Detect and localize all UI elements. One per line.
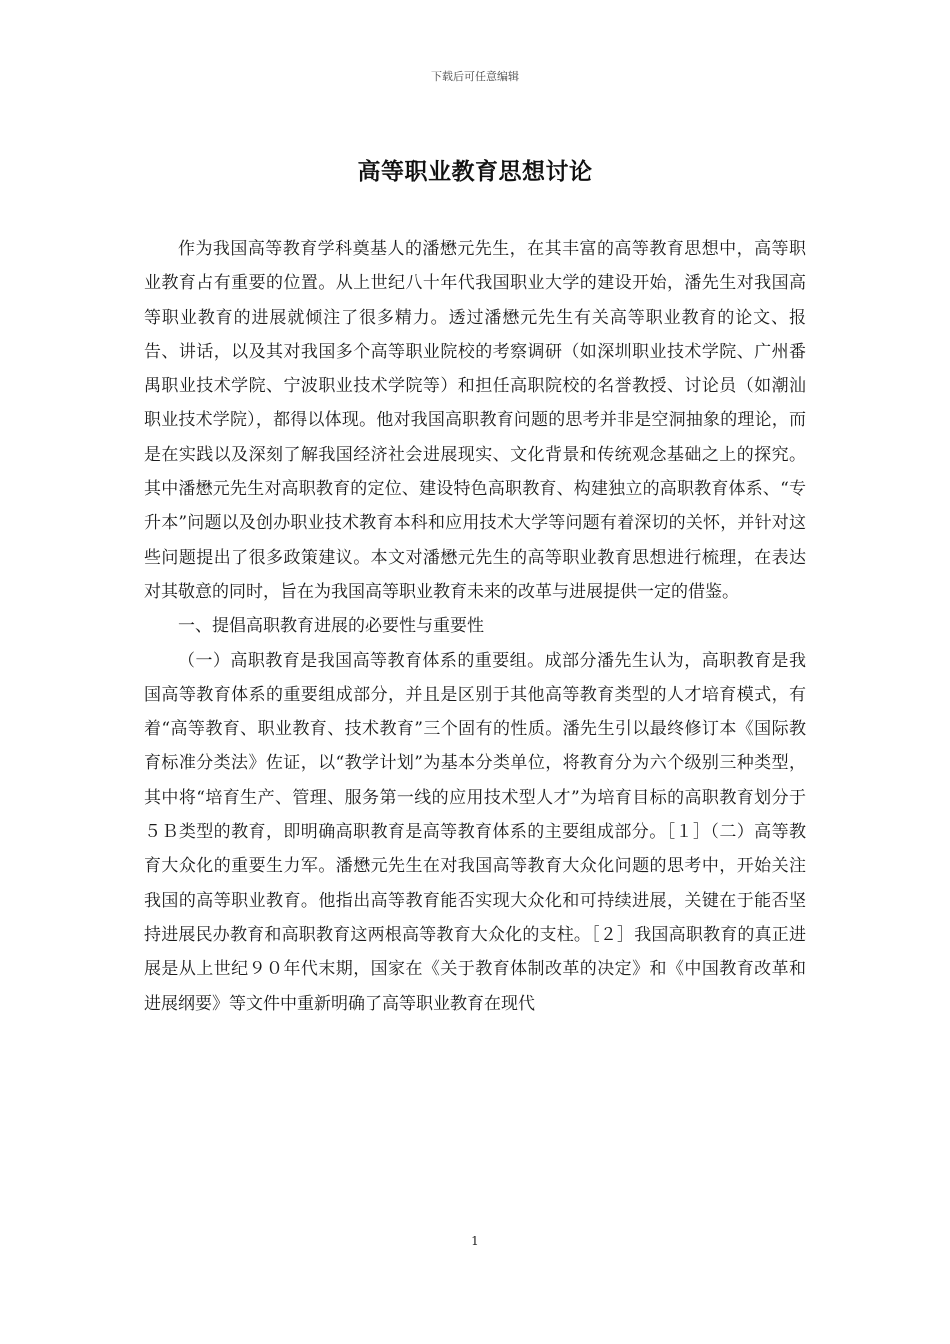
body-paragraph-subsection: （一）高职教育是我国高等教育体系的重要组。成部分潘先生认为，高职教育是我国高等教育体系的重要组成部分，并且是区别于其他高等教育类型的人才培育模式，有着“高等教育、职业教育、技术教育”三个固有的性质。潘先生引以最终修订本《国际教育标准分类法》佐证，以“教学计划”为基本分类单位，将教育分为六个级别三种类型，其中将“培育生产、管理、服务第一线的应用技术型人才”为培育目标的高职教育划分于５Ｂ类型的教育，即明确高职教育是高等教育体系的主要组成部分。［１］（二）高等教育大众化的重要生力军。潘懋元先生在对我国高等教育大众化问题的思考中，开始关注我国的高等职业教育。他指出高等教育能否实现大众化和可持续进展，关键在于能否坚持进展民办教育和高职教育这两根高等教育大众化的支柱。［２］我国高职教育的真正进展是从上世纪９０年代末期，国家在《关于教育体制改革的决定》和《中国教育改革和进展纲要》等文件中重新明确了高等职业教育在现代 xyxy=(144,650,806,1014)
section-heading: 一、提倡高职教育进展的必要性与重要性 xyxy=(178,616,484,637)
document-body xyxy=(144,232,806,1021)
page-header: 下载后可任意编辑 xyxy=(431,70,519,83)
body-paragraph-intro: 作为我国高等教育学科奠基人的潘懋元先生，在其丰富的高等教育思想中，高等职业教育占有重要的位置。从上世纪八十年代我国职业大学的建设开始，潘先生对我国高等职业教育的进展就倾注了很多精力。透过潘懋元先生有关高等职业教育的论文、报告、讲话，以及其对我国多个高等职业院校的考察调研（如深圳职业技术学院、广州番禺职业技术学院、宁波职业技术学院等）和担任高职院校的名誉教授、讨论员（如潮汕职业技术学院），都得以体现。他对我国高职教育问题的思考并非是空洞抽象的理论，而是在实践以及深刻了解我国经济社会进展现实、文化背景和传统观念基础之上的探究。其中潘懋元先生对高职教育的定位、建设特色高职教育、构建独立的高职教育体系、“专升本”问题以及创办职业技术教育本科和应用技术大学等问题有着深切的关怀，并针对这些问题提出了很多政策建议。本文对潘懋元先生的高等职业教育思想进行梳理，在表达对其敬意的同时，旨在为我国高等职业教育未来的改革与进展提供一定的借鉴。 xyxy=(144,239,806,602)
page-number: 1 xyxy=(471,1234,479,1248)
document-title: 高等职业教育思想讨论 xyxy=(357,159,593,185)
